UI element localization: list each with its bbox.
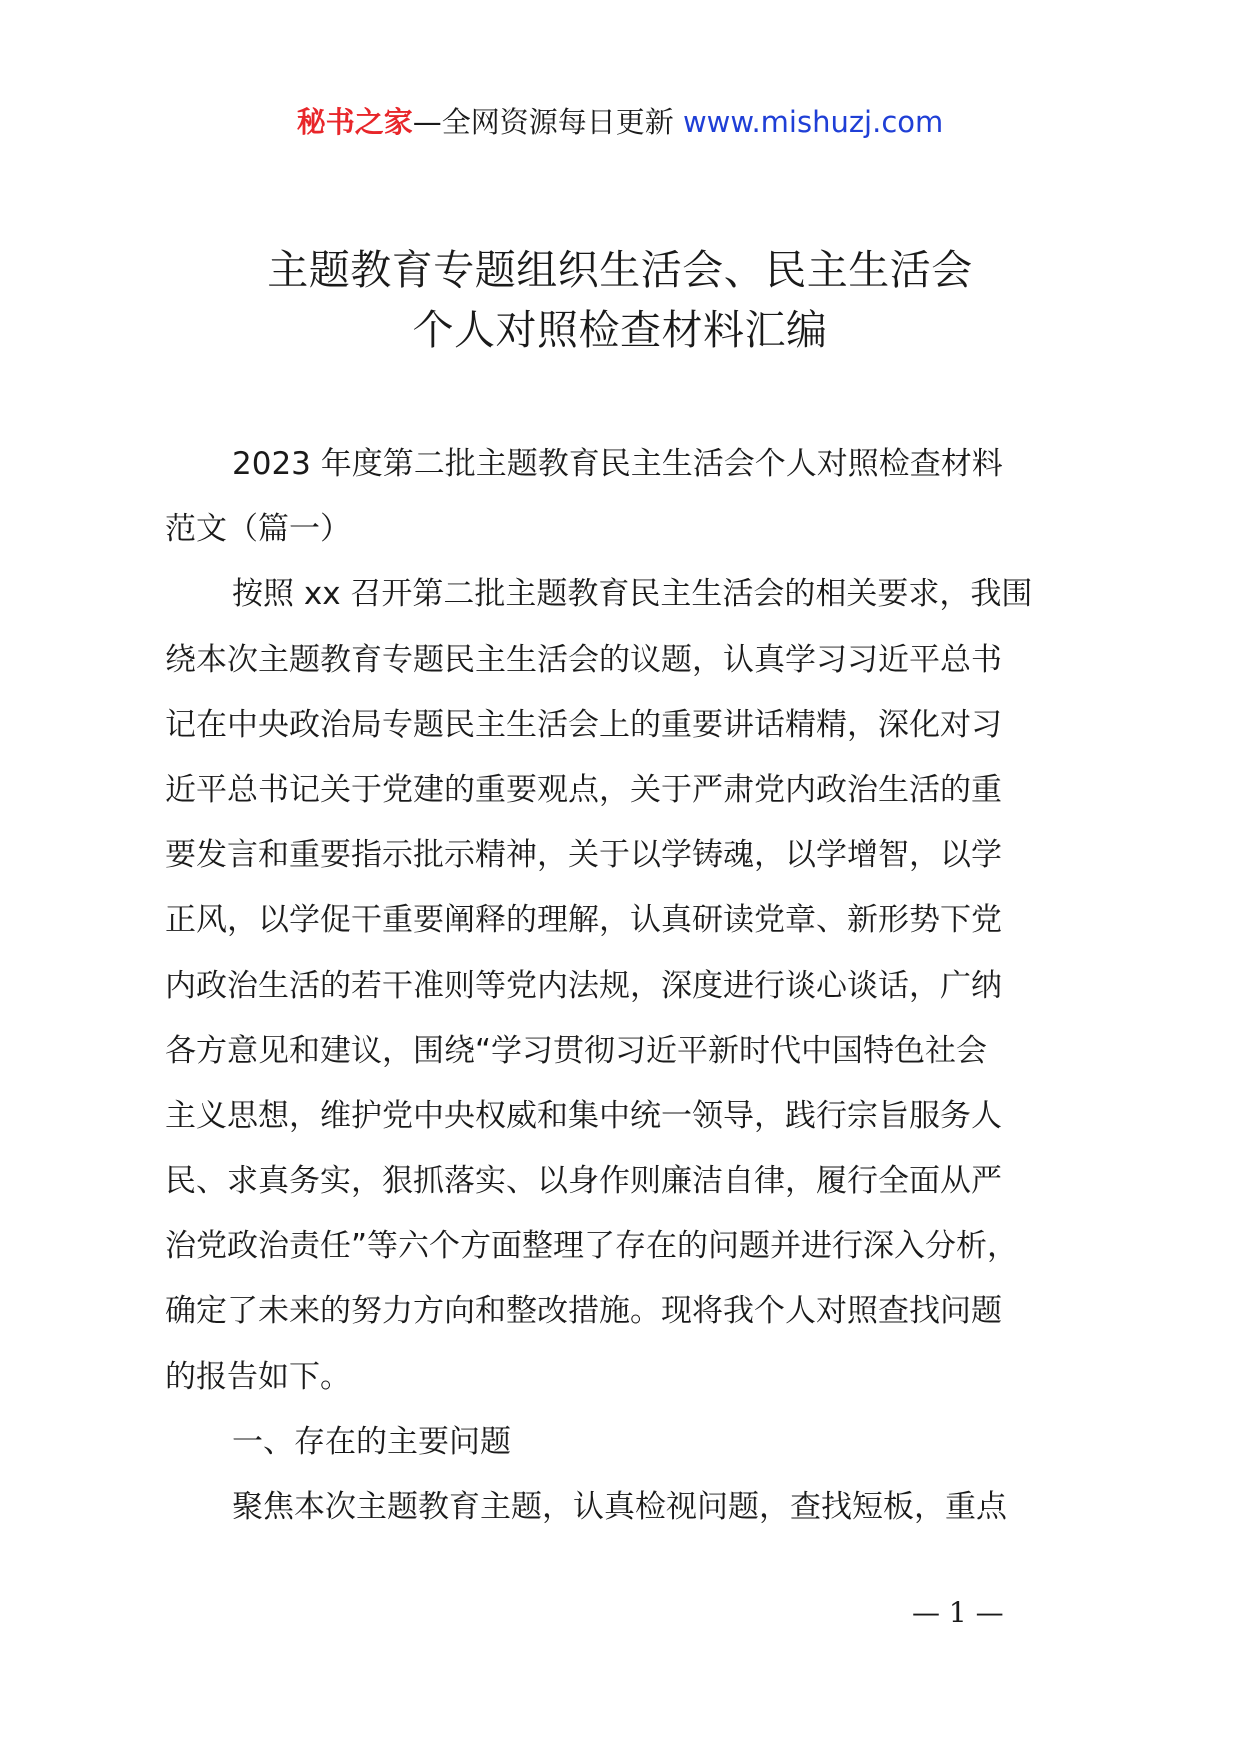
body-line: 民、求真务实，狠抓落实、以身作则廉洁自律，履行全面从严 bbox=[165, 1163, 1002, 1200]
body-line: 要发言和重要指示批示精神，关于以学铸魂，以学增智，以学 bbox=[165, 837, 1002, 874]
page-number: — 1 — bbox=[912, 1596, 1004, 1629]
body-line: 正风，以学促干重要阐释的理解，认真研读党章、新形势下党 bbox=[165, 902, 1002, 939]
body-line: 记在中央政治局专题民主生活会上的重要讲话精精，深化对习 bbox=[165, 706, 1002, 743]
section-heading: 一、存在的主要问题 bbox=[232, 1423, 511, 1460]
title-line-2: 个人对照检查材料汇编 bbox=[412, 306, 828, 354]
brand-name: 秘书之家 bbox=[296, 105, 413, 139]
body-line: 2023 年度第二批主题教育民主生活会个人对照检查材料 bbox=[232, 446, 1003, 482]
body-line: 确定了未来的努力方向和整改措施。现将我个人对照查找问题 bbox=[165, 1293, 1002, 1330]
body-line: 聚焦本次主题教育主题，认真检视问题，查找短板，重点 bbox=[232, 1489, 1007, 1525]
body-line: 主义思想，维护党中央权威和集中统一领导，践行宗旨服务人 bbox=[165, 1097, 1002, 1134]
body-line: 范文（篇一） bbox=[165, 511, 351, 548]
header-tagline: —全网资源每日更新 bbox=[412, 105, 674, 139]
body-line: 治党政治责任”等六个方面整理了存在的问题并进行深入分析， bbox=[165, 1228, 1019, 1265]
site-url-link[interactable]: www.mishuzj.com bbox=[682, 105, 944, 139]
document-title bbox=[0, 240, 1240, 360]
site-header bbox=[0, 100, 1240, 144]
document-body bbox=[165, 432, 1085, 1540]
body-line: 各方意见和建议，围绕“学习贯彻习近平新时代中国特色社会 bbox=[165, 1032, 988, 1069]
body-line: 内政治生活的若干准则等党内法规，深度进行谈心谈话，广纳 bbox=[165, 967, 1002, 1004]
title-line-1: 主题教育专题组织生活会、民主生活会 bbox=[267, 246, 973, 294]
body-line: 近平总书记关于党建的重要观点，关于严肃党内政治生活的重 bbox=[165, 771, 1002, 808]
body-line: 绕本次主题教育专题民主生活会的议题，认真学习习近平总书 bbox=[165, 641, 1002, 678]
body-line: 按照 xx 召开第二批主题教育民主生活会的相关要求，我围 bbox=[232, 576, 1033, 613]
body-line: 的报告如下。 bbox=[165, 1358, 351, 1395]
